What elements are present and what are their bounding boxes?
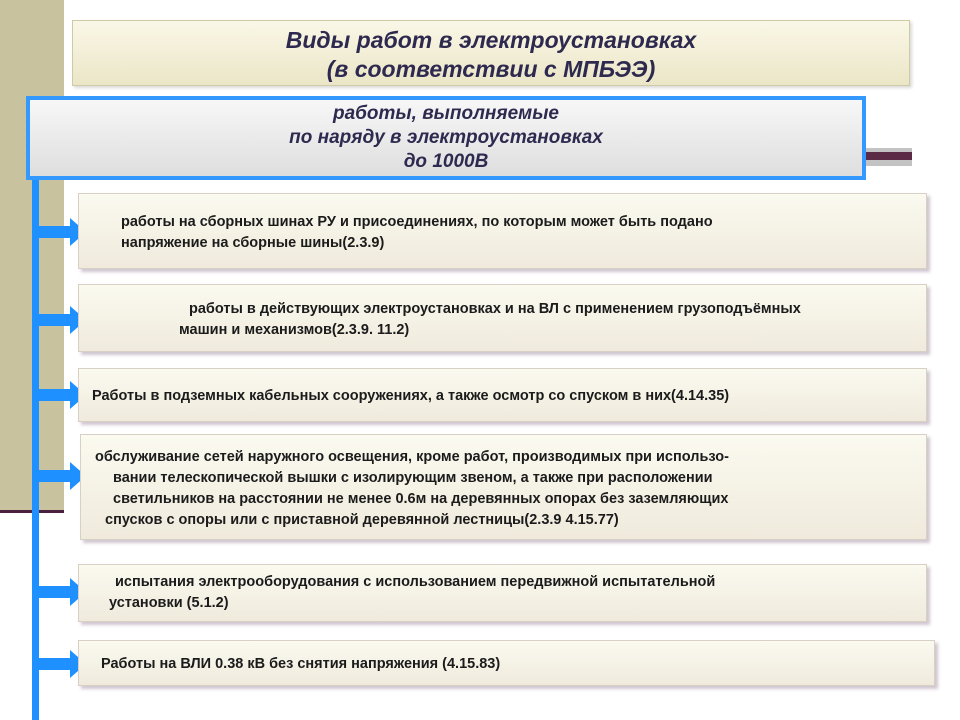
work-item-card [78,640,935,686]
work-item-line: напряжение на сборные шины(2.3.9) [121,235,385,251]
section-heading [26,96,866,180]
work-item-line: вании телескопической вышки с изолирующим звеном, а также при расположении [113,470,713,486]
section-heading-line2: по наряду в электроустановках [289,127,603,148]
work-item-card [80,434,927,540]
section-heading-line3: до 1000В [403,151,489,172]
work-item-line: установки (5.1.2) [109,595,229,611]
work-item-line: испытания электрооборудования с использованием передвижной испытательной [115,574,716,590]
work-item-line: Работы на ВЛИ 0.38 кВ без снятия напряжения (4.15.83) [101,656,501,672]
work-item-card [78,368,927,422]
connector-bar [32,178,39,720]
work-item-card [78,564,927,622]
work-item-line: машин и механизмов(2.3.9. 11.2) [179,322,410,338]
work-item-line: спусков с опоры или с приставной деревянной лестницы(2.3.9 4.15.77) [105,512,619,528]
work-item-line: светильников на расстоянии не менее 0.6м на деревянных опорах без заземляющих [113,491,729,507]
work-item-line: работы на сборных шинах РУ и присоединениях, по которым может быть подано [121,214,713,230]
right-decorative-accent [860,152,912,160]
work-item-line: Работы в подземных кабельных сооружениях, а также осмотр со спуском в них(4.14.35) [92,388,730,404]
slide-title-line2: (в соответствии с МПБЭЭ) [326,56,656,82]
slide-title [72,20,910,86]
slide-title-line1: Виды работ в электроустановках [285,27,697,53]
section-heading-line1: работы, выполняемые [332,103,560,124]
work-item-card [78,193,927,269]
work-item-card [78,284,927,352]
work-item-line: работы в действующих электроустановках и на ВЛ с применением грузоподъёмных [189,301,801,317]
work-item-line: обслуживание сетей наружного освещения, кроме работ, производимых при использо- [95,449,729,465]
